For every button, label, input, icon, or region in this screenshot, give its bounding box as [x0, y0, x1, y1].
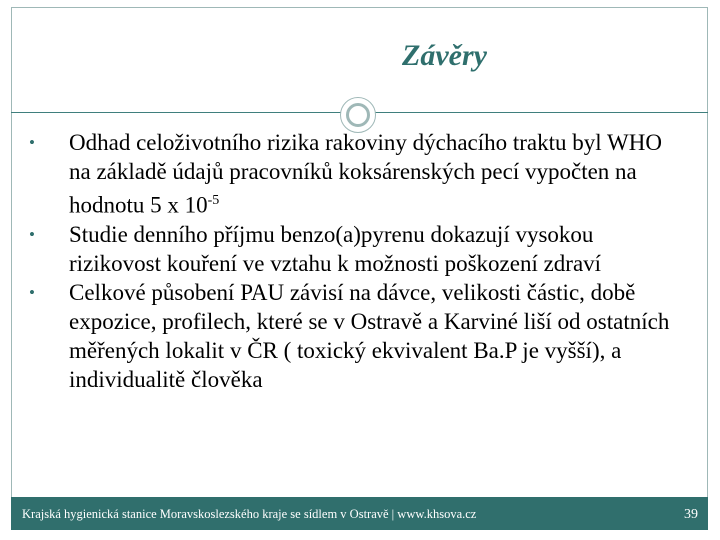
- bullet-list: [29, 128, 689, 394]
- page-number: 39: [684, 507, 698, 522]
- ring-icon: [346, 103, 370, 127]
- bullet-item: [29, 220, 689, 278]
- bullet-marker: •: [29, 224, 35, 244]
- slide-title: Závěry: [402, 38, 487, 72]
- bullet-item: [29, 278, 689, 394]
- exponent: -5: [207, 193, 220, 208]
- bullet-marker: •: [29, 282, 35, 302]
- bullet-item: [29, 128, 689, 220]
- bullet-text: Celkové působení PAU závisí na dávce, velikosti částic, době expozice, profilech, které se v Ostravě a Karviné liší od ostatních měřených lokalit v ČR ( toxický ekvivalent Ba.P je vyšší), a individualitě člověka: [69, 279, 670, 392]
- bullet-marker: •: [29, 133, 35, 152]
- footer-text: Krajská hygienická stanice Moravskoslezského kraje se sídlem v Ostravě | www.khsova.cz: [22, 507, 477, 521]
- bullet-text: Studie denního příjmu benzo(a)pyrenu dokazují vysokou rizikovost kouření ve vztahu k možnosti poškození zdraví: [69, 221, 602, 276]
- bullet-text: Odhad celoživotního rizika rakoviny dýchacího traktu byl WHO na základě údajů pracovníků koksárenských pecí vypočten na hodnotu 5 x 10: [69, 130, 662, 218]
